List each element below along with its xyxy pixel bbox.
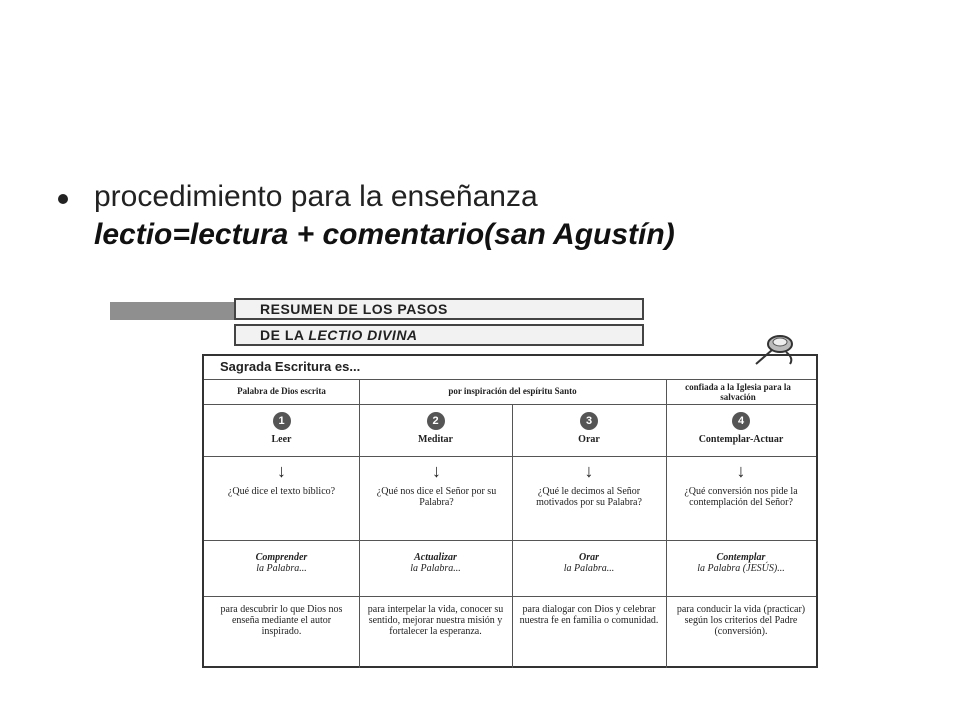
step-1-action: Comprender — [255, 552, 308, 563]
row-divider — [204, 456, 816, 457]
row-divider — [204, 404, 816, 405]
step-4-question: ¿Qué conversión nos pide la contemplación del Señor? — [684, 486, 798, 508]
row-divider — [204, 596, 816, 597]
gray-bar — [110, 302, 236, 320]
step-3-name: Orar — [578, 434, 600, 445]
step-2-purpose: para interpelar la vida, conocer su sentido, mejorar nuestra misión y fortalecer la esperanza. — [367, 604, 504, 637]
step-2-object: la Palabra... — [410, 563, 461, 574]
bullet-dot — [58, 194, 68, 204]
step-2-number: 2 — [427, 412, 445, 430]
step-4-purpose: para conducir la vida (practicar) según los criterios del Padre (conversión). — [676, 604, 806, 637]
step-3-purpose: para dialogar con Dios y celebrar nuestra fe en familia o comunidad. — [519, 604, 659, 626]
row-divider — [204, 540, 816, 541]
step-4 — [666, 412, 816, 445]
bullet-line-1: procedimiento para la enseñanza — [94, 180, 538, 213]
lectio-divina-figure — [110, 298, 820, 670]
step-2 — [359, 412, 512, 445]
arrow-down-icon: ↓ — [277, 461, 286, 481]
step-2-question-cell — [367, 462, 506, 508]
step-1-purpose: para descubrir lo que Dios nos enseña mediante el autor inspirado. — [220, 604, 343, 637]
step-1-name: Leer — [271, 434, 292, 445]
step-1-action-cell — [204, 552, 359, 574]
step-2-action-cell — [359, 552, 512, 574]
step-4-number: 4 — [732, 412, 750, 430]
table-title: Sagrada Escritura es... — [204, 356, 816, 380]
step-4-question-cell — [672, 462, 810, 508]
step-1 — [204, 412, 359, 445]
step-3-action: Orar — [578, 552, 599, 563]
step-3 — [512, 412, 666, 445]
step-1-object: la Palabra... — [256, 563, 307, 574]
step-3-action-cell — [512, 552, 666, 574]
col-divider — [666, 380, 667, 404]
step-1-question: ¿Qué dice el texto bíblico? — [227, 486, 336, 497]
step-4-name: Contemplar-Actuar — [698, 434, 784, 445]
step-3-number: 3 — [580, 412, 598, 430]
arrow-down-icon: ↓ — [584, 461, 594, 481]
step-1-number: 1 — [273, 412, 291, 430]
arrow-down-icon: ↓ — [736, 461, 746, 481]
arrow-down-icon: ↓ — [432, 461, 441, 481]
step-1-question-cell — [212, 462, 351, 497]
step-3-question: ¿Qué le decimos al Señor motivados por su Palabra? — [536, 486, 642, 508]
step-2-name: Meditar — [418, 434, 453, 445]
step-2-question: ¿Qué nos dice el Señor por su Palabra? — [376, 486, 497, 508]
step-4-action: Contemplar — [716, 552, 766, 563]
step-4-object: la Palabra (JESÚS)... — [697, 563, 785, 574]
banner-subtitle — [234, 324, 644, 346]
step-3-question-cell — [518, 462, 660, 508]
step-3-object: la Palabra... — [563, 563, 615, 574]
header-church: confiada a la Iglesia para la salvación — [685, 382, 791, 402]
header-inspiration: por inspiración del espíritu Santo — [448, 386, 577, 396]
steps-table — [202, 354, 818, 668]
banner-subtitle-prefix: DE LA — [260, 327, 309, 343]
bullet-line-2: lectio=lectura + comentario(san Agustín) — [94, 218, 675, 251]
banner-subtitle-italic: LECTIO DIVINA — [308, 327, 418, 343]
step-4-action-cell — [666, 552, 816, 574]
banner-title: RESUMEN DE LOS PASOS — [234, 298, 644, 320]
header-written-word: Palabra de Dios escrita — [237, 386, 326, 396]
step-2-action: Actualizar — [414, 552, 457, 563]
